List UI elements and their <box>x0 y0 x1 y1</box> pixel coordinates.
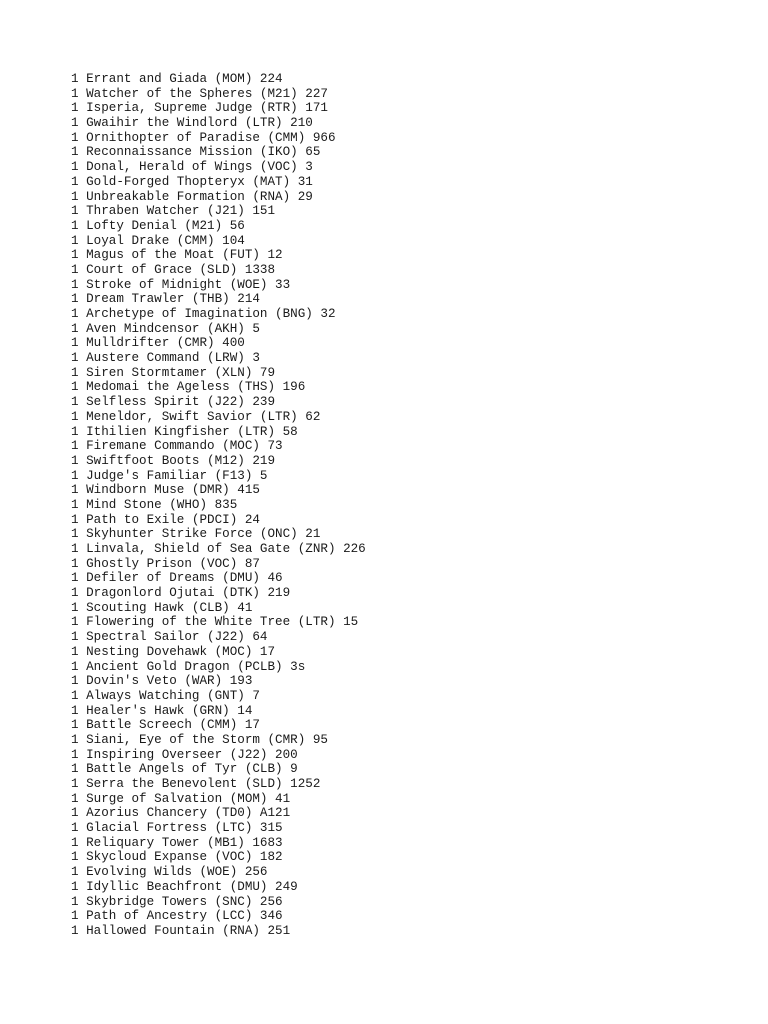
card-line: 1 Glacial Fortress (LTC) 315 <box>71 821 283 836</box>
card-line: 1 Austere Command (LRW) 3 <box>71 351 260 366</box>
card-line: 1 Selfless Spirit (J22) 239 <box>71 395 276 410</box>
card-line: 1 Windborn Muse (DMR) 415 <box>71 483 260 498</box>
card-line: 1 Stroke of Midnight (WOE) 33 <box>71 277 291 292</box>
card-line: 1 Spectral Sailor (J22) 64 <box>71 630 268 645</box>
card-line: 1 Aven Mindcensor (AKH) 5 <box>71 321 260 336</box>
card-line: 1 Mind Stone (WHO) 835 <box>71 497 238 512</box>
card-line: 1 Court of Grace (SLD) 1338 <box>71 262 276 277</box>
card-line: 1 Healer's Hawk (GRN) 14 <box>71 703 253 718</box>
card-line: 1 Idyllic Beachfront (DMU) 249 <box>71 879 298 894</box>
card-line: 1 Nesting Dovehawk (MOC) 17 <box>71 644 276 659</box>
card-line: 1 Meneldor, Swift Savior (LTR) 62 <box>71 409 321 424</box>
card-line: 1 Medomai the Ageless (THS) 196 <box>71 380 306 395</box>
card-line: 1 Hallowed Fountain (RNA) 251 <box>71 923 291 938</box>
card-line: 1 Ithilien Kingfisher (LTR) 58 <box>71 424 298 439</box>
card-line: 1 Always Watching (GNT) 7 <box>71 688 260 703</box>
card-line: 1 Judge's Familiar (F13) 5 <box>71 468 268 483</box>
card-line: 1 Siren Stormtamer (XLN) 79 <box>71 365 276 380</box>
card-line: 1 Firemane Commando (MOC) 73 <box>71 439 283 454</box>
card-line: 1 Battle Screech (CMM) 17 <box>71 718 260 733</box>
card-line: 1 Linvala, Shield of Sea Gate (ZNR) 226 <box>71 542 366 556</box>
card-line: 1 Path to Exile (PDCI) 24 <box>71 512 260 527</box>
card-line: 1 Gold-Forged Thopteryx (MAT) 31 <box>71 174 313 189</box>
card-line: 1 Loyal Drake (CMM) 104 <box>71 233 245 248</box>
card-line: 1 Gwaihir the Windlord (LTR) 210 <box>71 116 313 131</box>
card-line: 1 Archetype of Imagination (BNG) 32 <box>71 307 336 321</box>
card-line: 1 Dream Trawler (THB) 214 <box>71 292 260 307</box>
card-line: 1 Watcher of the Spheres (M21) 227 <box>71 86 328 101</box>
card-line: 1 Dovin's Veto (WAR) 193 <box>71 674 253 689</box>
card-line: 1 Reconnaissance Mission (IKO) 65 <box>71 145 321 160</box>
card-line: 1 Isperia, Supreme Judge (RTR) 171 <box>71 101 328 116</box>
card-list <box>71 72 366 939</box>
card-line: 1 Path of Ancestry (LCC) 346 <box>71 909 283 924</box>
card-line: 1 Swiftfoot Boots (M12) 219 <box>71 453 276 468</box>
card-line: 1 Skycloud Expanse (VOC) 182 <box>71 850 283 865</box>
card-line: 1 Evolving Wilds (WOE) 256 <box>71 865 268 880</box>
card-line: 1 Inspiring Overseer (J22) 200 <box>71 747 298 762</box>
card-line: 1 Thraben Watcher (J21) 151 <box>71 204 276 219</box>
card-line: 1 Unbreakable Formation (RNA) 29 <box>71 189 313 204</box>
card-line: 1 Flowering of the White Tree (LTR) 15 <box>71 615 359 630</box>
card-line: 1 Ghostly Prison (VOC) 87 <box>71 556 260 571</box>
card-line: 1 Defiler of Dreams (DMU) 46 <box>71 571 283 586</box>
card-line: 1 Magus of the Moat (FUT) 12 <box>71 248 283 263</box>
card-line: 1 Lofty Denial (M21) 56 <box>71 218 245 233</box>
card-line: 1 Serra the Benevolent (SLD) 1252 <box>71 777 321 791</box>
card-line: 1 Skybridge Towers (SNC) 256 <box>71 894 283 909</box>
card-line: 1 Battle Angels of Tyr (CLB) 9 <box>71 762 298 777</box>
card-line: 1 Ornithopter of Paradise (CMM) 966 <box>71 130 336 145</box>
card-line: 1 Siani, Eye of the Storm (CMR) 95 <box>71 732 328 747</box>
card-line: 1 Surge of Salvation (MOM) 41 <box>71 791 291 806</box>
card-line: 1 Reliquary Tower (MB1) 1683 <box>71 835 283 850</box>
card-line: 1 Donal, Herald of Wings (VOC) 3 <box>71 160 313 175</box>
card-line: 1 Azorius Chancery (TD0) A121 <box>71 806 291 821</box>
card-line: 1 Errant and Giada (MOM) 224 <box>71 72 283 86</box>
card-line: 1 Mulldrifter (CMR) 400 <box>71 336 245 351</box>
card-line: 1 Scouting Hawk (CLB) 41 <box>71 600 253 615</box>
card-line: 1 Ancient Gold Dragon (PCLB) 3s <box>71 659 306 674</box>
card-line: 1 Dragonlord Ojutai (DTK) 219 <box>71 586 291 601</box>
card-line: 1 Skyhunter Strike Force (ONC) 21 <box>71 527 321 542</box>
